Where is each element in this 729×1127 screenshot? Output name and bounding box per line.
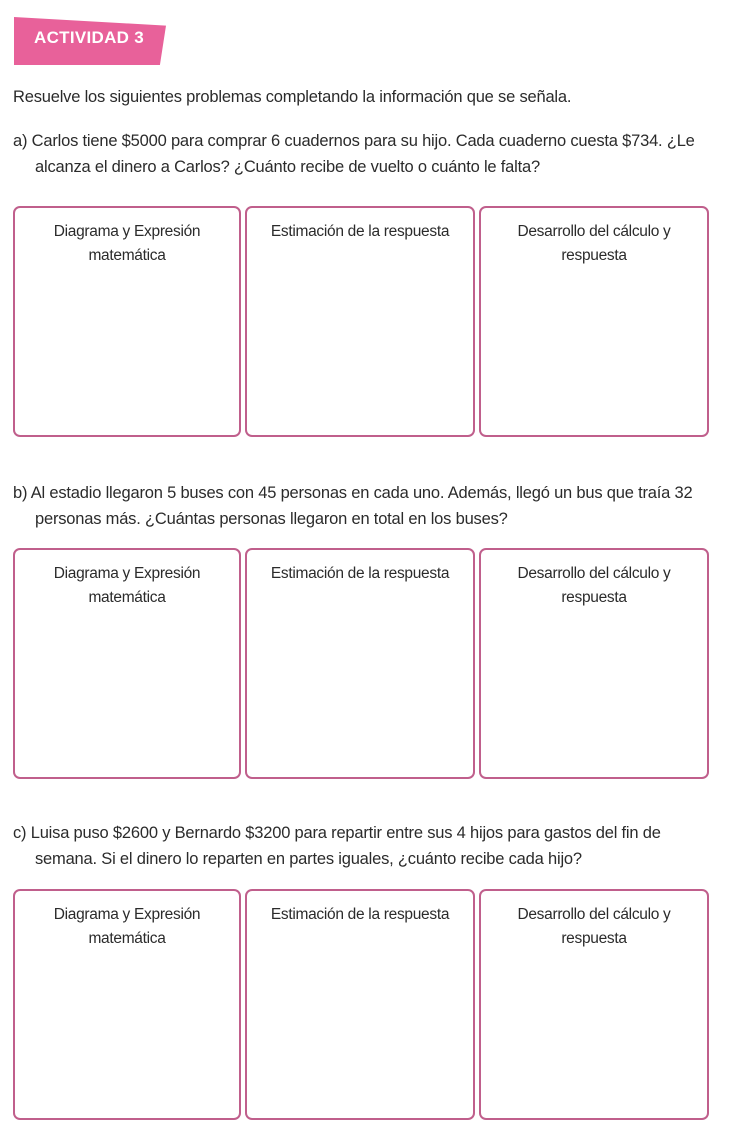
box-title: Estimación de la respuesta	[270, 906, 450, 923]
instructions-text: Resuelve los siguientes problemas completando la información que se señala.	[13, 88, 572, 106]
problem-c-diagram-box[interactable]	[13, 889, 241, 1120]
box-title: Diagrama y Expresión matemática	[53, 906, 201, 947]
problem-a-answer-row	[13, 206, 709, 437]
box-title: Desarrollo del cálculo y respuesta	[517, 565, 671, 606]
box-title: Diagrama y Expresión matemática	[53, 565, 201, 606]
box-title: Estimación de la respuesta	[270, 565, 450, 582]
problem-b-text: b) Al estadio llegaron 5 buses con 45 personas en cada uno. Además, llegó un bus que traía 32 personas más. ¿Cuántas personas llegaron en total en los buses?	[13, 484, 693, 528]
problem-a-text: a) Carlos tiene $5000 para comprar 6 cuadernos para su hijo. Cada cuaderno cuesta $734. ¿Le alcanza el dinero a Carlos? ¿Cuánto recibe de vuelto o cuánto le falta?	[13, 132, 695, 176]
problem-b-calculation-box[interactable]	[479, 548, 709, 779]
activity-title: ACTIVIDAD 3	[34, 28, 145, 47]
problem-a-estimate-box[interactable]	[245, 206, 475, 437]
box-title: Desarrollo del cálculo y respuesta	[517, 906, 671, 947]
problem-c-calculation-box[interactable]	[479, 889, 709, 1120]
problem-c-estimate-box[interactable]	[245, 889, 475, 1120]
problem-a-diagram-box[interactable]	[13, 206, 241, 437]
problem-b-diagram-box[interactable]	[13, 548, 241, 779]
problem-b-answer-row	[13, 548, 709, 779]
box-title: Estimación de la respuesta	[270, 223, 450, 240]
problem-c-answer-row	[13, 889, 709, 1120]
box-title: Diagrama y Expresión matemática	[53, 223, 201, 264]
problem-c-text: c) Luisa puso $2600 y Bernardo $3200 para repartir entre sus 4 hijos para gastos del fin de semana. Si el dinero lo reparten en partes iguales, ¿cuánto recibe cada hijo?	[13, 824, 661, 868]
problem-a-calculation-box[interactable]	[479, 206, 709, 437]
box-title: Desarrollo del cálculo y respuesta	[517, 223, 671, 264]
problem-b-estimate-box[interactable]	[245, 548, 475, 779]
